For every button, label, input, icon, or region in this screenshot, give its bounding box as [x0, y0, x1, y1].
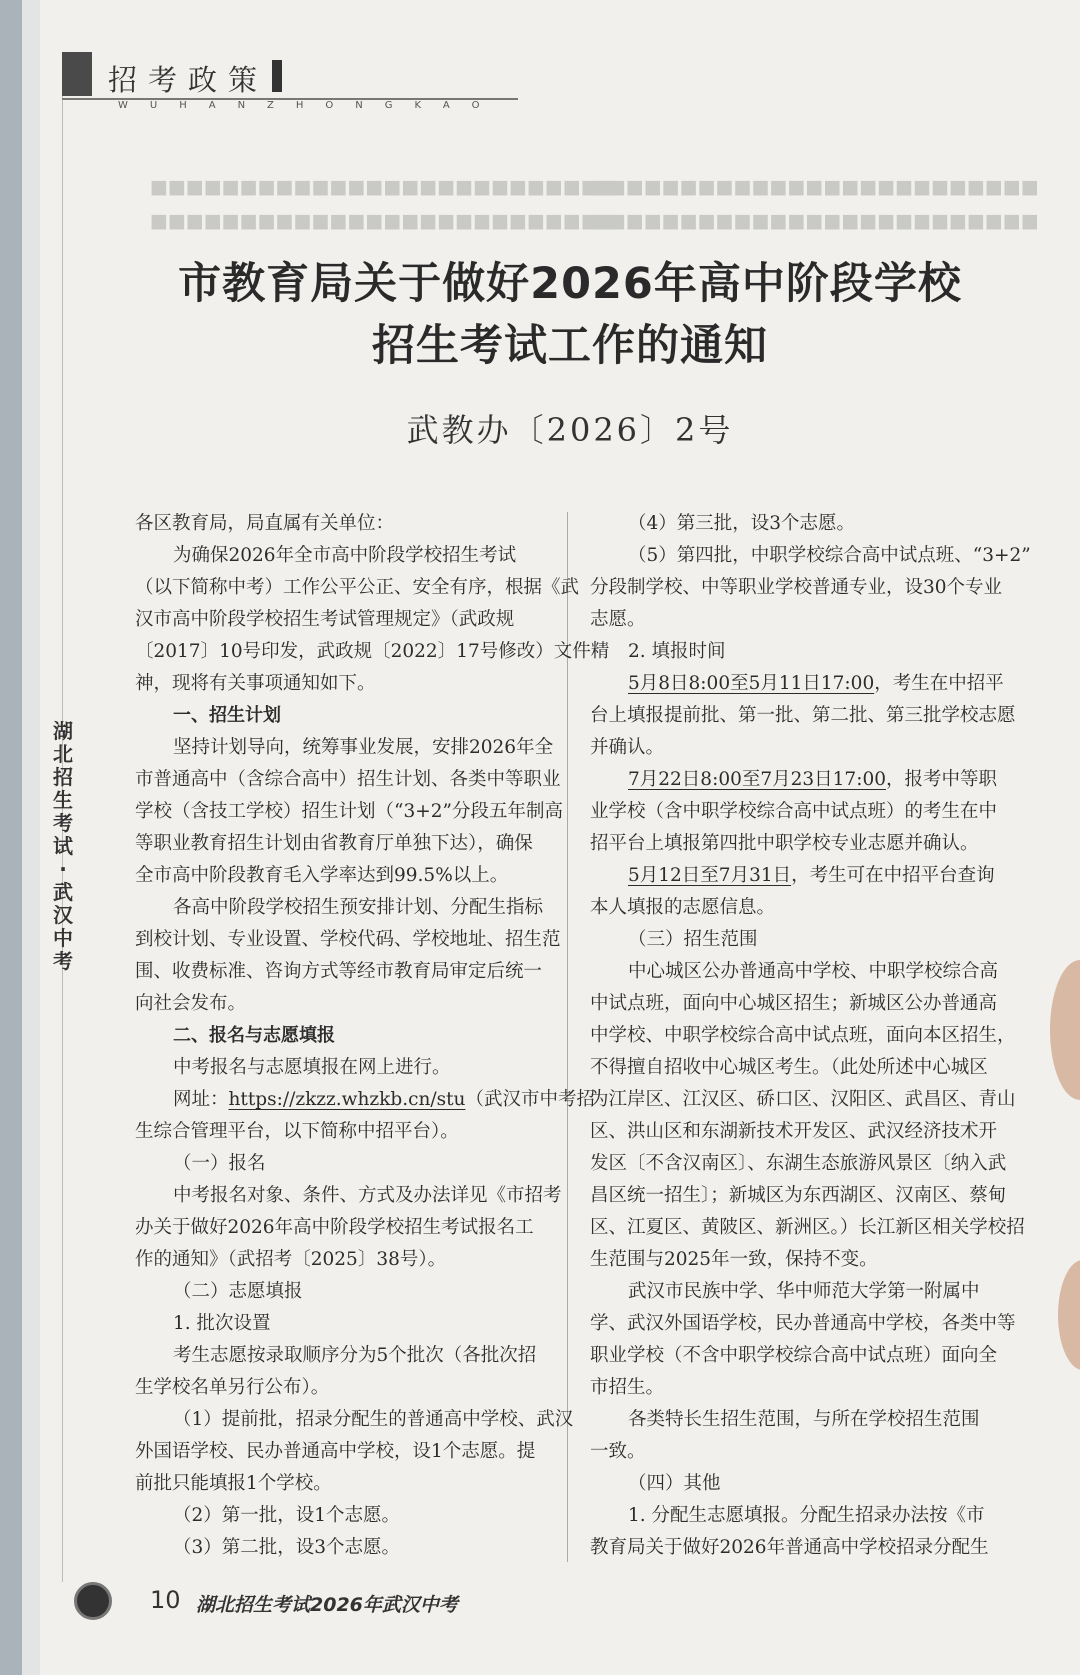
- sidebar-char: 招: [53, 765, 73, 789]
- body-line: 全市高中阶段教育毛入学率达到99.5%以上。: [135, 865, 509, 886]
- body-line: 招平台上填报第四批中职学校专业志愿并确认。: [590, 833, 979, 854]
- body-line: 生学校名单另行公布）。: [135, 1377, 330, 1398]
- body-line: 市招生。: [590, 1377, 665, 1398]
- body-text: ，报考中等职: [885, 769, 997, 790]
- item-heading: 1. 批次设置: [173, 1313, 271, 1334]
- sidebar-char: 中: [53, 926, 73, 950]
- sidebar-char: 汉: [53, 903, 73, 927]
- body-line: 考生志愿按录取顺序分为5个批次（各批次招: [173, 1345, 537, 1366]
- body-line: （以下简称中考）工作公平公正、安全有序，根据《武: [135, 577, 580, 598]
- website-link[interactable]: https://zkzz.whzkb.cn/stu: [228, 1089, 466, 1110]
- body-line: 为确保2026年全市高中阶段学校招生考试: [173, 545, 517, 566]
- body-line: 昌区统一招生〕；新城区为东西湖区、汉南区、蔡甸: [590, 1185, 1007, 1206]
- body-line: 办关于做好2026年高中阶段学校招生考试报名工: [135, 1217, 534, 1238]
- bleed-through-text: ■■■■■■■■■■■■■■■■■■■■■■■■■: [590, 210, 1039, 232]
- body-line: 外国语学校、民办普通高中学校，设1个志愿。提: [135, 1441, 536, 1462]
- sidebar-char: 武: [53, 880, 73, 904]
- sidebar-char: ·: [59, 857, 67, 881]
- subsection-heading: （一）报名: [173, 1153, 266, 1174]
- body-line: 区、洪山区和东湖新技术开发区、武汉经济技术开: [590, 1121, 998, 1142]
- body-line: （4）第三批，设3个志愿。: [628, 513, 856, 534]
- book-spine: [0, 0, 22, 1675]
- body-line: 区、江夏区、黄陂区、新洲区。）长江新区相关学校招: [590, 1217, 1025, 1238]
- section-header-mark: [272, 60, 282, 92]
- body-line: 作的通知》（武招考〔2025〕38号）。: [135, 1249, 447, 1270]
- body-line: 〔2017〕10号印发，武政规〔2022〕17号修改）文件精: [135, 641, 610, 662]
- sidebar-char: 湖: [53, 719, 73, 743]
- bleed-through-text: ■■■■■■■■■■■■■■■■■■■■■■■■■■: [150, 176, 617, 198]
- page-title-line-1: 市教育局关于做好2026年高中阶段学校: [178, 259, 962, 309]
- body-line: [590, 860, 1031, 892]
- body-line: 发区〔不含汉南区〕、东湖生态旅游风景区〔纳入武: [590, 1153, 1007, 1174]
- page-title-line-2: 招生考试工作的通知: [372, 321, 768, 371]
- body-line: 1. 分配生志愿填报。分配生招录办法按《市: [628, 1505, 985, 1526]
- date-range: 5月8日8:00至5月11日17:00: [628, 673, 875, 694]
- date-range: 7月22日8:00至7月23日17:00: [628, 769, 886, 790]
- body-line: 中考报名与志愿填报在网上进行。: [173, 1057, 451, 1078]
- left-column: [135, 508, 609, 1564]
- section-heading: 一、招生计划: [173, 705, 281, 726]
- subsection-heading: （三）招生范围: [628, 929, 758, 950]
- document-number: 武教办〔2026〕2号: [406, 411, 734, 449]
- body-line: 一致。: [590, 1441, 646, 1462]
- body-line: 坚持计划导向，统筹事业发展，安排2026年全: [173, 737, 554, 758]
- body-line: 生范围与2025年一致，保持不变。: [590, 1249, 878, 1270]
- body-line: 本人填报的志愿信息。: [590, 897, 776, 918]
- body-line: 并确认。: [590, 737, 665, 758]
- section-heading: 二、报名与志愿填报: [173, 1025, 335, 1046]
- magazine-name: 湖北招生考试2026年武汉中考: [196, 1594, 458, 1616]
- body-text: ，考生可在中招平台查询: [791, 865, 995, 886]
- section-header-title: 招考政策: [108, 63, 269, 97]
- body-line: （5）第四批，中职学校综合高中试点班、“3+2”: [628, 545, 1031, 566]
- magazine-logo-icon: [74, 1582, 112, 1620]
- body-line: 学校（含技工学校）招生计划（“3+2”分段五年制高: [135, 801, 563, 822]
- subsection-heading: （四）其他: [628, 1473, 721, 1494]
- page-number: 10: [150, 1586, 181, 1614]
- finger: [1050, 960, 1080, 1100]
- body-line: 各类特长生招生范围，与所在学校招生范围: [628, 1409, 980, 1430]
- body-line: 学、武汉外国语学校，民办普通高中学校，各类中等: [590, 1313, 1016, 1334]
- body-line: 向社会发布。: [135, 993, 247, 1014]
- url-line: [135, 1084, 609, 1116]
- body-line: [590, 764, 1031, 796]
- body-text: ，考生在中招平: [874, 673, 1004, 694]
- bleed-through-text: ■■■■■■■■■■■■■■■■■■■■■■■■■■: [150, 210, 617, 232]
- body-line: 中学校、中职学校综合高中试点班，面向本区招生，: [590, 1025, 1016, 1046]
- body-line: 不得擅自招收中心城区考生。（此处所述中心城区: [590, 1057, 988, 1078]
- body-line: 等职业教育招生计划由省教育厅单独下达），确保: [135, 833, 533, 854]
- body-line: 前批只能填报1个学校。: [135, 1473, 332, 1494]
- body-line: 职业学校（不含中职学校综合高中试点班）面向全: [590, 1345, 998, 1366]
- section-header-block: [62, 52, 92, 96]
- body-line: 中试点班，面向中心城区招生；新城区公办普通高: [590, 993, 998, 1014]
- sidebar-vertical-label: [50, 720, 76, 973]
- body-line: 市普通高中（含综合高中）招生计划、各类中等职业: [135, 769, 561, 790]
- section-header-subtitle: WUHANZHONGKAO: [118, 100, 502, 111]
- right-column: [590, 508, 1031, 1564]
- body-line: 教育局关于做好2026年普通高中学校招录分配生: [590, 1537, 989, 1558]
- body-line: （1）提前批，招录分配生的普通高中学校、武汉: [173, 1409, 574, 1430]
- body-line: 业学校（含中职学校综合高中试点班）的考生在中: [590, 801, 998, 822]
- body-line: （2）第一批，设1个志愿。: [173, 1505, 401, 1526]
- sidebar-char: 考: [53, 949, 73, 973]
- sidebar-char: 北: [53, 742, 73, 766]
- sidebar-char: 考: [53, 811, 73, 835]
- sidebar-char: 试: [53, 834, 73, 858]
- url-label: 网址：: [173, 1089, 229, 1110]
- body-line: 台上填报提前批、第一批、第二批、第三批学校志愿: [590, 705, 1016, 726]
- url-suffix: （武汉市中考招: [465, 1089, 595, 1110]
- body-line: 志愿。: [590, 609, 646, 630]
- sidebar-char: 生: [53, 788, 73, 812]
- body-line: 分段制学校、中等职业学校普通专业，设30个专业: [590, 577, 1003, 598]
- body-line: 汉市高中阶段学校招生考试管理规定》（武政规: [135, 609, 515, 630]
- body-line: 中心城区公办普通高中学校、中职学校综合高: [628, 961, 999, 982]
- salutation: 各区教育局，局直属有关单位：: [135, 513, 395, 534]
- body-line: 围、收费标准、咨询方式等经市教育局审定后统一: [135, 961, 543, 982]
- body-line: 武汉市民族中学、华中师范大学第一附属中: [628, 1281, 980, 1302]
- body-line: 中考报名对象、条件、方式及办法详见《市招考: [173, 1185, 562, 1206]
- item-heading: 2. 填报时间: [628, 641, 726, 662]
- subsection-heading: （二）志愿填报: [173, 1281, 303, 1302]
- body-line: 到校计划、专业设置、学校代码、学校地址、招生范: [135, 929, 561, 950]
- page-edge: [22, 0, 40, 1675]
- body-line: [590, 668, 1031, 700]
- bleed-through-text: ■■■■■■■■■■■■■■■■■■■■■■■■■: [590, 176, 1039, 198]
- body-line: 神，现将有关事项通知如下。: [135, 673, 376, 694]
- body-line: （3）第二批，设3个志愿。: [173, 1537, 401, 1558]
- body-line: 为江岸区、江汉区、硚口区、汉阳区、武昌区、青山: [590, 1089, 1016, 1110]
- body-line: 生综合管理平台，以下简称中招平台）。: [135, 1121, 459, 1142]
- finger: [1058, 1260, 1080, 1370]
- date-range: 5月12日至7月31日: [628, 865, 792, 886]
- body-line: 各高中阶段学校招生预安排计划、分配生指标: [173, 897, 544, 918]
